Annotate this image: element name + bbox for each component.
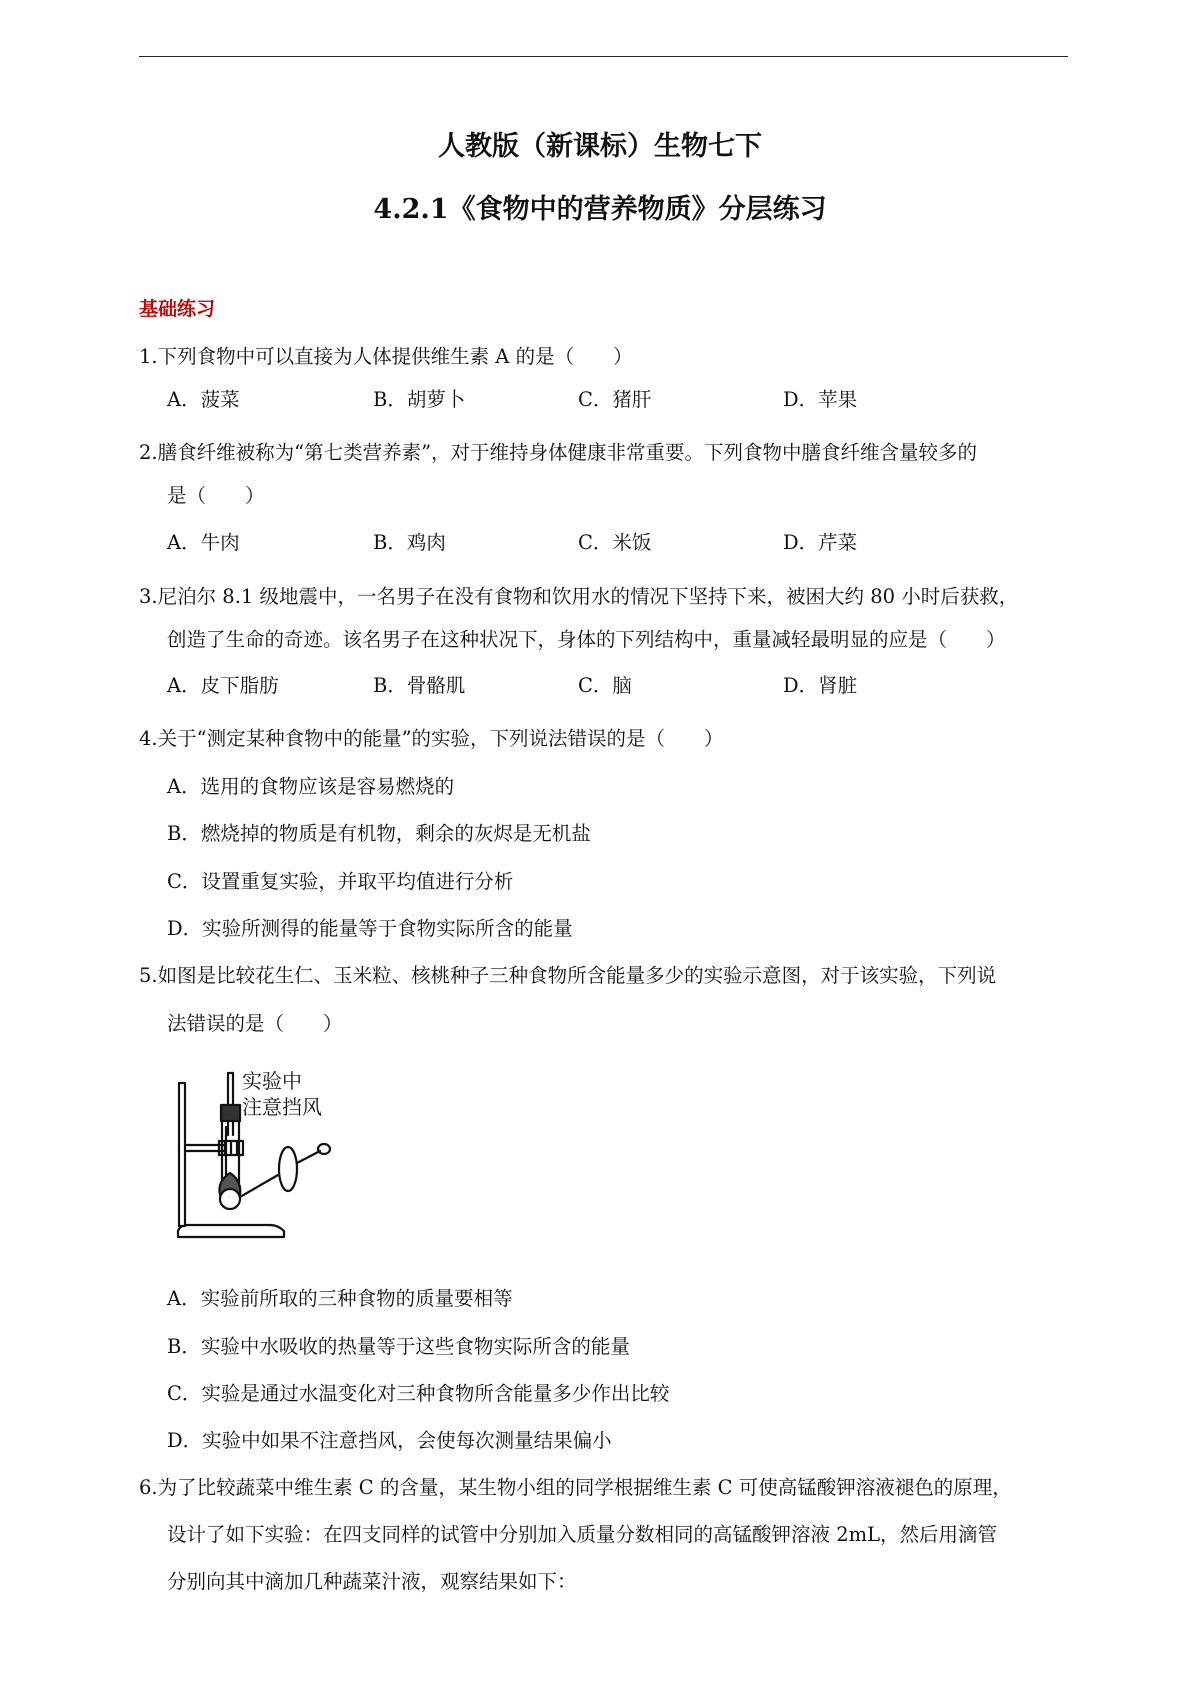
question-4-stem: 4.关于“测定某种食物中的能量”的实验，下列说法错误的是（ ） — [139, 727, 724, 750]
question-3-option-b: B．骨骼肌 — [373, 674, 466, 697]
question-3-options — [0, 676, 1200, 700]
question-3-stem-cont: 创造了生命的奇迹。该名男子在这种状况下，身体的下列结构中，重量减轻最明显的应是（ ） — [167, 628, 1006, 651]
question-1-option-a: A．菠菜 — [167, 388, 240, 411]
question-2-options — [0, 533, 1200, 557]
question-5-option-c: C．实验是通过水温变化对三种食物所含能量多少作出比较 — [167, 1382, 670, 1405]
question-2-option-c: C．米饭 — [578, 531, 652, 554]
document-subtitle: 4.2.1《食物中的营养物质》分层练习 — [373, 194, 827, 225]
question-3-option-a: A．皮下脂肪 — [167, 674, 279, 697]
question-4-option-c: C．设置重复实验，并取平均值进行分析 — [167, 870, 514, 893]
question-5-option-a: A．实验前所取的三种食物的质量要相等 — [167, 1287, 513, 1310]
question-4-option-b: B．燃烧掉的物质是有机物，剩余的灰烬是无机盐 — [167, 822, 591, 845]
question-5-stem-cont: 法错误的是（ ） — [167, 1012, 343, 1035]
header-rule — [139, 56, 1068, 57]
question-1-option-d: D．苹果 — [783, 388, 858, 411]
question-4-option-d: D．实验所测得的能量等于食物实际所含的能量 — [167, 917, 573, 940]
question-5-option-b: B．实验中水吸收的热量等于这些食物实际所含的能量 — [167, 1335, 630, 1358]
question-2-option-d: D．芹菜 — [783, 531, 858, 554]
question-6-stem-cont-1: 设计了如下实验：在四支同样的试管中分别加入质量分数相同的高锰酸钾溶液 2mL，然后用滴管 — [167, 1523, 998, 1546]
question-6-stem-cont-2: 分别向其中滴加几种蔬菜汁液，观察结果如下： — [167, 1570, 577, 1593]
figure-label-line-1: 实验中 — [242, 1069, 302, 1093]
question-4-option-a: A．选用的食物应该是容易燃烧的 — [167, 775, 455, 798]
question-1-stem: 1.下列食物中可以直接为人体提供维生素 A 的是（ ） — [139, 345, 633, 368]
question-2-option-a: A．牛肉 — [167, 531, 240, 554]
question-2-option-b: B．鸡肉 — [373, 531, 446, 554]
question-2-stem: 2.膳食纤维被称为“第七类营养素”，对于维持身体健康非常重要。下列食物中膳食纤维含量较多的 — [139, 441, 978, 464]
question-1-option-c: C．猪肝 — [578, 388, 652, 411]
question-3-option-d: D．肾脏 — [783, 674, 858, 697]
question-3-option-c: C．脑 — [578, 674, 632, 697]
question-5-stem: 5.如图是比较花生仁、玉米粒、核桃种子三种食物所含能量多少的实验示意图，对于该实验，下列说 — [139, 964, 997, 987]
question-1-option-b: B．胡萝卜 — [373, 388, 466, 411]
question-6-stem: 6.为了比较蔬菜中维生素 C 的含量，某生物小组的同学根据维生素 C 可使高锰酸钾溶液褪色的原理， — [139, 1476, 1012, 1499]
figure-label-line-2: 注意挡风 — [242, 1095, 322, 1119]
question-5-option-d: D．实验中如果不注意挡风，会使每次测量结果偏小 — [167, 1429, 612, 1452]
document-title: 人教版（新课标）生物七下 — [438, 131, 762, 162]
question-3-stem: 3.尼泊尔 8.1 级地震中，一名男子在没有食物和饮用水的情况下坚持下来，被困大约 80 小时后获救， — [139, 585, 1019, 608]
question-2-stem-cont: 是（ ） — [167, 484, 265, 507]
experiment-figure — [170, 1065, 370, 1245]
section-heading: 基础练习 — [139, 298, 216, 320]
question-1-options — [0, 390, 1200, 414]
